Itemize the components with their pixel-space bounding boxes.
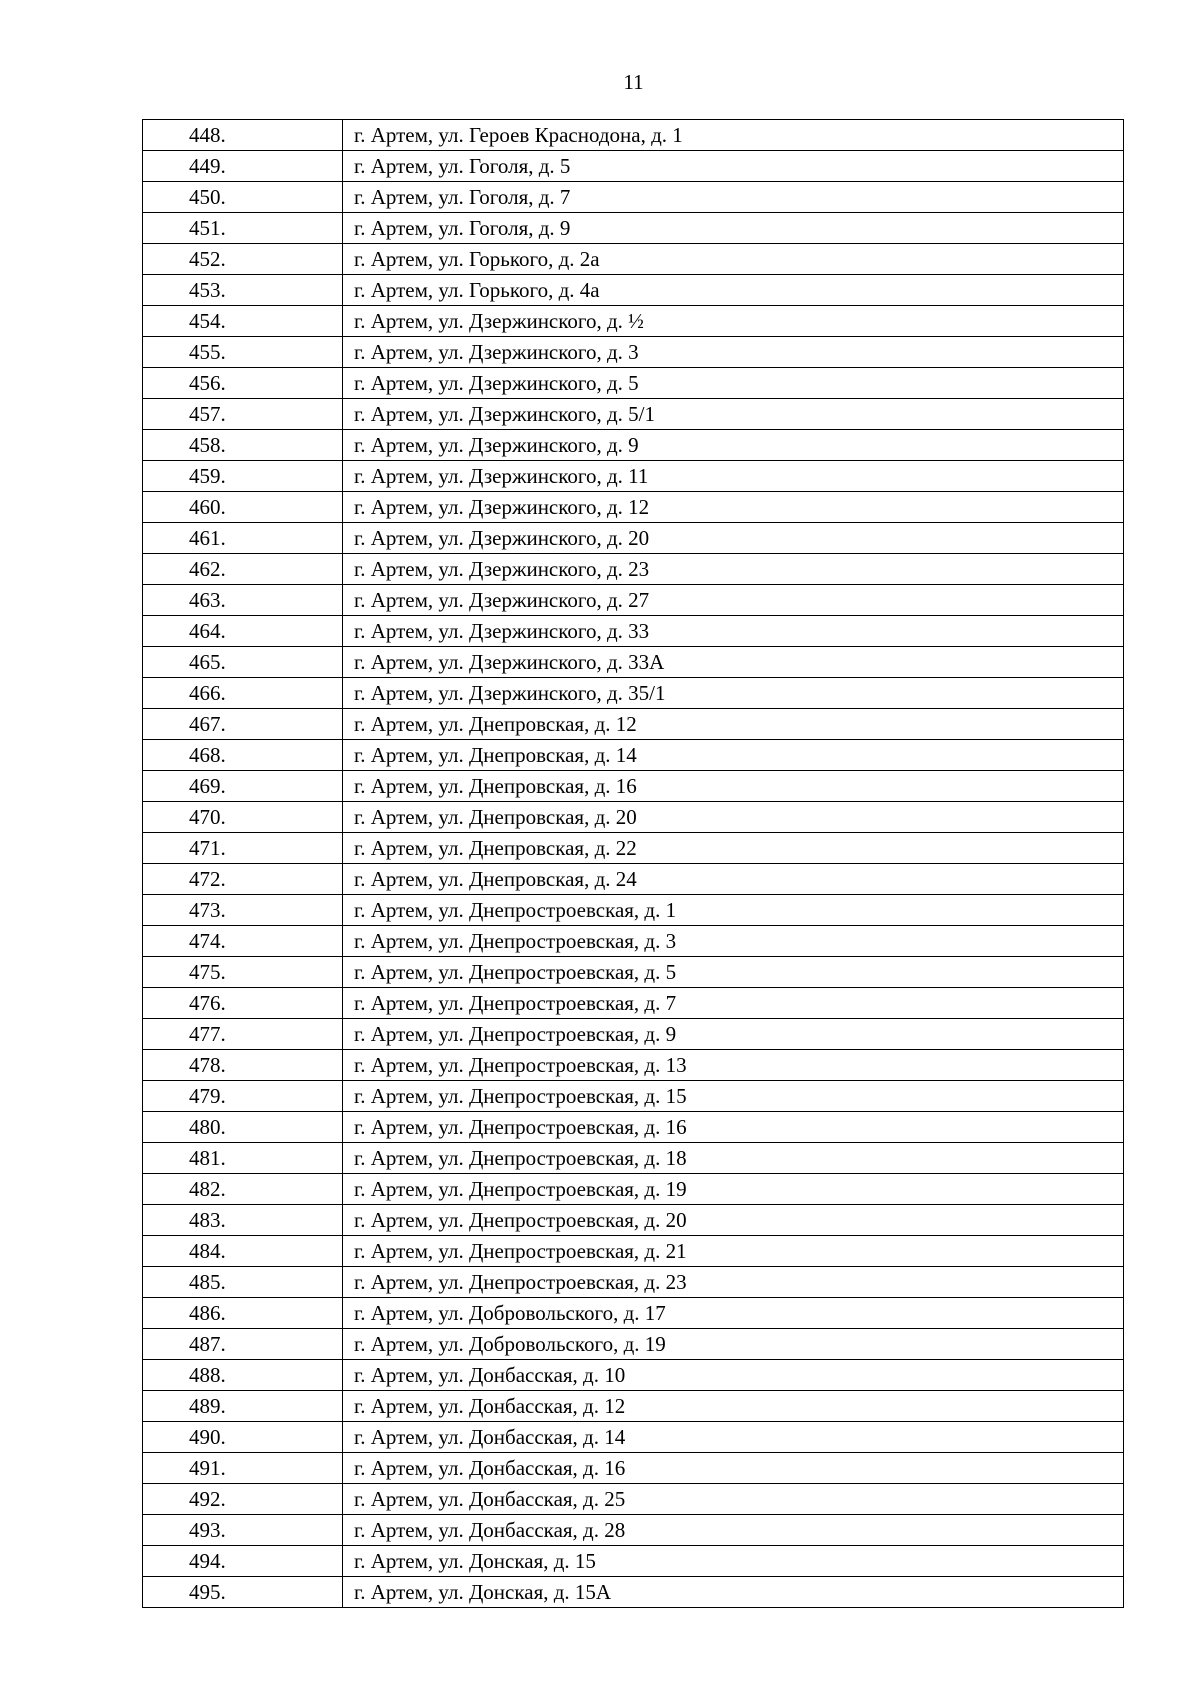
row-address: г. Артем, ул. Гоголя, д. 9: [343, 213, 1124, 244]
row-address: г. Артем, ул. Гоголя, д. 5: [343, 151, 1124, 182]
row-address: г. Артем, ул. Горького, д. 2а: [343, 244, 1124, 275]
row-address: г. Артем, ул. Днепростроевская, д. 5: [343, 957, 1124, 988]
row-number: 471.: [143, 833, 343, 864]
table-row: [143, 616, 1124, 647]
row-address: г. Артем, ул. Днепровская, д. 20: [343, 802, 1124, 833]
table-row: [143, 337, 1124, 368]
row-address: г. Артем, ул. Донская, д. 15А: [343, 1577, 1124, 1608]
table-row: [143, 1453, 1124, 1484]
table-row: [143, 1577, 1124, 1608]
row-address: г. Артем, ул. Дзержинского, д. 12: [343, 492, 1124, 523]
row-address: г. Артем, ул. Дзержинского, д. 35/1: [343, 678, 1124, 709]
table-row: [143, 1112, 1124, 1143]
table-row: [143, 1391, 1124, 1422]
row-address: г. Артем, ул. Днепростроевская, д. 18: [343, 1143, 1124, 1174]
row-address: г. Артем, ул. Дзержинского, д. 20: [343, 523, 1124, 554]
row-number: 482.: [143, 1174, 343, 1205]
row-address: г. Артем, ул. Добровольского, д. 19: [343, 1329, 1124, 1360]
row-number: 493.: [143, 1515, 343, 1546]
row-number: 483.: [143, 1205, 343, 1236]
row-number: 489.: [143, 1391, 343, 1422]
table-row: [143, 1205, 1124, 1236]
row-address: г. Артем, ул. Дзержинского, д. 23: [343, 554, 1124, 585]
row-address: г. Артем, ул. Донская, д. 15: [343, 1546, 1124, 1577]
row-address: г. Артем, ул. Днепростроевская, д. 16: [343, 1112, 1124, 1143]
row-number: 495.: [143, 1577, 343, 1608]
table-row: [143, 275, 1124, 306]
row-number: 460.: [143, 492, 343, 523]
table-row: [143, 1329, 1124, 1360]
table-row: [143, 1174, 1124, 1205]
table-row: [143, 1515, 1124, 1546]
table-row: [143, 585, 1124, 616]
row-address: г. Артем, ул. Дзержинского, д. 33А: [343, 647, 1124, 678]
table-row: [143, 1298, 1124, 1329]
row-number: 467.: [143, 709, 343, 740]
row-number: 481.: [143, 1143, 343, 1174]
row-number: 457.: [143, 399, 343, 430]
table-row: [143, 709, 1124, 740]
row-number: 470.: [143, 802, 343, 833]
row-number: 463.: [143, 585, 343, 616]
row-address: г. Артем, ул. Горького, д. 4а: [343, 275, 1124, 306]
row-address: г. Артем, ул. Донбасская, д. 16: [343, 1453, 1124, 1484]
row-number: 449.: [143, 151, 343, 182]
table-row: [143, 554, 1124, 585]
table-row: [143, 368, 1124, 399]
table-row: [143, 461, 1124, 492]
table-row: [143, 988, 1124, 1019]
row-number: 476.: [143, 988, 343, 1019]
row-number: 464.: [143, 616, 343, 647]
row-number: 486.: [143, 1298, 343, 1329]
row-number: 480.: [143, 1112, 343, 1143]
row-number: 488.: [143, 1360, 343, 1391]
row-address: г. Артем, ул. Днепровская, д. 24: [343, 864, 1124, 895]
table-row: [143, 151, 1124, 182]
table-row: [143, 244, 1124, 275]
row-number: 454.: [143, 306, 343, 337]
row-number: 451.: [143, 213, 343, 244]
row-number: 462.: [143, 554, 343, 585]
table-row: [143, 1019, 1124, 1050]
table-row: [143, 1143, 1124, 1174]
row-address: г. Артем, ул. Добровольского, д. 17: [343, 1298, 1124, 1329]
table-row: [143, 1267, 1124, 1298]
row-number: 478.: [143, 1050, 343, 1081]
page-number: 11: [623, 70, 644, 94]
table-row: [143, 1484, 1124, 1515]
row-address: г. Артем, ул. Дзержинского, д. 3: [343, 337, 1124, 368]
row-address: г. Артем, ул. Дзержинского, д. 11: [343, 461, 1124, 492]
table-row: [143, 120, 1124, 151]
row-number: 491.: [143, 1453, 343, 1484]
table-row: [143, 213, 1124, 244]
table-row: [143, 523, 1124, 554]
row-address: г. Артем, ул. Днепростроевская, д. 9: [343, 1019, 1124, 1050]
address-table-body: [143, 120, 1124, 1608]
row-address: г. Артем, ул. Донбасская, д. 28: [343, 1515, 1124, 1546]
table-row: [143, 1360, 1124, 1391]
table-row: [143, 430, 1124, 461]
table-row: [143, 306, 1124, 337]
row-address: г. Артем, ул. Днепростроевская, д. 23: [343, 1267, 1124, 1298]
row-address: г. Артем, ул. Донбасская, д. 10: [343, 1360, 1124, 1391]
row-address: г. Артем, ул. Донбасская, д. 14: [343, 1422, 1124, 1453]
table-row: [143, 399, 1124, 430]
row-address: г. Артем, ул. Днепростроевская, д. 19: [343, 1174, 1124, 1205]
row-number: 487.: [143, 1329, 343, 1360]
row-number: 472.: [143, 864, 343, 895]
table-row: [143, 771, 1124, 802]
row-number: 452.: [143, 244, 343, 275]
table-row: [143, 182, 1124, 213]
row-number: 477.: [143, 1019, 343, 1050]
row-number: 465.: [143, 647, 343, 678]
row-number: 459.: [143, 461, 343, 492]
row-number: 474.: [143, 926, 343, 957]
row-address: г. Артем, ул. Донбасская, д. 12: [343, 1391, 1124, 1422]
table-row: [143, 647, 1124, 678]
table-row: [143, 492, 1124, 523]
row-number: 492.: [143, 1484, 343, 1515]
row-number: 448.: [143, 120, 343, 151]
row-number: 473.: [143, 895, 343, 926]
row-address: г. Артем, ул. Гоголя, д. 7: [343, 182, 1124, 213]
row-address: г. Артем, ул. Дзержинского, д. 33: [343, 616, 1124, 647]
row-address: г. Артем, ул. Днепростроевская, д. 20: [343, 1205, 1124, 1236]
table-row: [143, 926, 1124, 957]
table-row: [143, 864, 1124, 895]
row-number: 479.: [143, 1081, 343, 1112]
address-table: [142, 119, 1124, 1608]
row-address: г. Артем, ул. Днепростроевская, д. 15: [343, 1081, 1124, 1112]
row-number: 485.: [143, 1267, 343, 1298]
row-address: г. Артем, ул. Дзержинского, д. 9: [343, 430, 1124, 461]
row-number: 456.: [143, 368, 343, 399]
row-number: 490.: [143, 1422, 343, 1453]
row-address: г. Артем, ул. Днепростроевская, д. 13: [343, 1050, 1124, 1081]
row-address: г. Артем, ул. Днепровская, д. 16: [343, 771, 1124, 802]
row-number: 475.: [143, 957, 343, 988]
row-address: г. Артем, ул. Героев Краснодона, д. 1: [343, 120, 1124, 151]
row-number: 484.: [143, 1236, 343, 1267]
row-address: г. Артем, ул. Дзержинского, д. ½: [343, 306, 1124, 337]
row-address: г. Артем, ул. Дзержинского, д. 27: [343, 585, 1124, 616]
table-row: [143, 678, 1124, 709]
row-number: 450.: [143, 182, 343, 213]
table-row: [143, 1081, 1124, 1112]
row-address: г. Артем, ул. Днепростроевская, д. 7: [343, 988, 1124, 1019]
table-row: [143, 957, 1124, 988]
row-number: 466.: [143, 678, 343, 709]
row-address: г. Артем, ул. Днепростроевская, д. 3: [343, 926, 1124, 957]
table-row: [143, 1236, 1124, 1267]
row-number: 494.: [143, 1546, 343, 1577]
row-address: г. Артем, ул. Днепровская, д. 14: [343, 740, 1124, 771]
table-row: [143, 833, 1124, 864]
row-number: 469.: [143, 771, 343, 802]
row-number: 458.: [143, 430, 343, 461]
table-row: [143, 1422, 1124, 1453]
row-number: 453.: [143, 275, 343, 306]
row-number: 461.: [143, 523, 343, 554]
row-address: г. Артем, ул. Днепростроевская, д. 21: [343, 1236, 1124, 1267]
row-number: 468.: [143, 740, 343, 771]
row-address: г. Артем, ул. Донбасская, д. 25: [343, 1484, 1124, 1515]
row-address: г. Артем, ул. Дзержинского, д. 5/1: [343, 399, 1124, 430]
row-number: 455.: [143, 337, 343, 368]
table-row: [143, 895, 1124, 926]
row-address: г. Артем, ул. Днепровская, д. 22: [343, 833, 1124, 864]
row-address: г. Артем, ул. Днепровская, д. 12: [343, 709, 1124, 740]
row-address: г. Артем, ул. Днепростроевская, д. 1: [343, 895, 1124, 926]
row-address: г. Артем, ул. Дзержинского, д. 5: [343, 368, 1124, 399]
table-row: [143, 1546, 1124, 1577]
table-row: [143, 740, 1124, 771]
table-row: [143, 1050, 1124, 1081]
table-row: [143, 802, 1124, 833]
